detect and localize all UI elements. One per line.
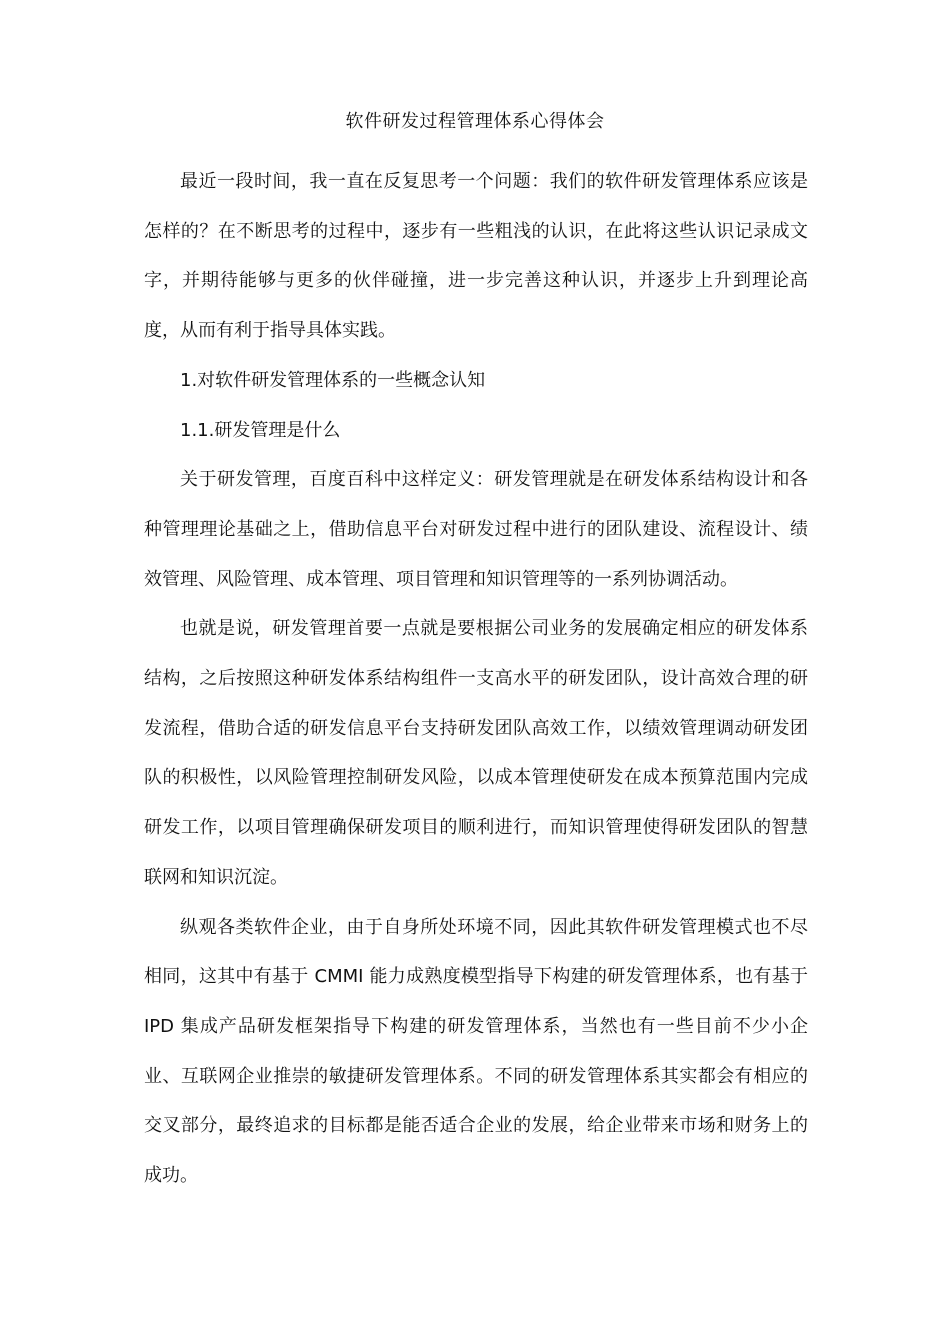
section-heading-1-1: 1.1.研发管理是什么 [180,419,341,441]
document-body [144,157,808,1201]
paragraph-explanation: 也就是说，研发管理首要一点就是要根据公司业务的发展确定相应的研发体系结构，之后按照这种研发体系结构组件一支高水平的研发团队，设计高效合理的研发流程，借助合适的研发信息平台支持研发团队高效工作，以绩效管理调动研发团队的积极性，以风险管理控制研发风险，以成本管理使研发在成本预算范围内完成研发工作，以项目管理确保研发项目的顺利进行，而知识管理使得研发团队的智慧联网和知识沉淀。 [144,618,808,888]
paragraph-intro: 最近一段时间，我一直在反复思考一个问题：我们的软件研发管理体系应该是怎样的？在不断思考的过程中，逐步有一些粗浅的认识，在此将这些认识记录成文字，并期待能够与更多的伙伴碰撞，进一步完善这种认识，并逐步上升到理论高度，从而有利于指导具体实践。 [144,171,808,342]
document-title: 软件研发过程管理体系心得体会 [345,111,605,132]
paragraph-survey: 纵观各类软件企业，由于自身所处环境不同，因此其软件研发管理模式也不尽相同，这其中有基于 CMMI 能力成熟度模型指导下构建的研发管理体系，也有基于 IPD 集成产品研发框架指导下构建的研发管理体系，当然也有一些目前不少小企业、互联网企业推崇的敏捷研发管理体系。不同的研发管理体系其实都会有相应的交叉部分，最终追求的目标都是能否适合企业的发展，给企业带来市场和财务上的成功。 [144,916,808,1187]
section-heading-1: 1.对软件研发管理体系的一些概念认知 [180,369,486,391]
paragraph-definition: 关于研发管理，百度百科中这样定义：研发管理就是在研发体系结构设计和各种管理理论基础之上，借助信息平台对研发过程中进行的团队建设、流程设计、绩效管理、风险管理、成本管理、项目管理和知识管理等的一系列协调活动。 [144,469,808,590]
